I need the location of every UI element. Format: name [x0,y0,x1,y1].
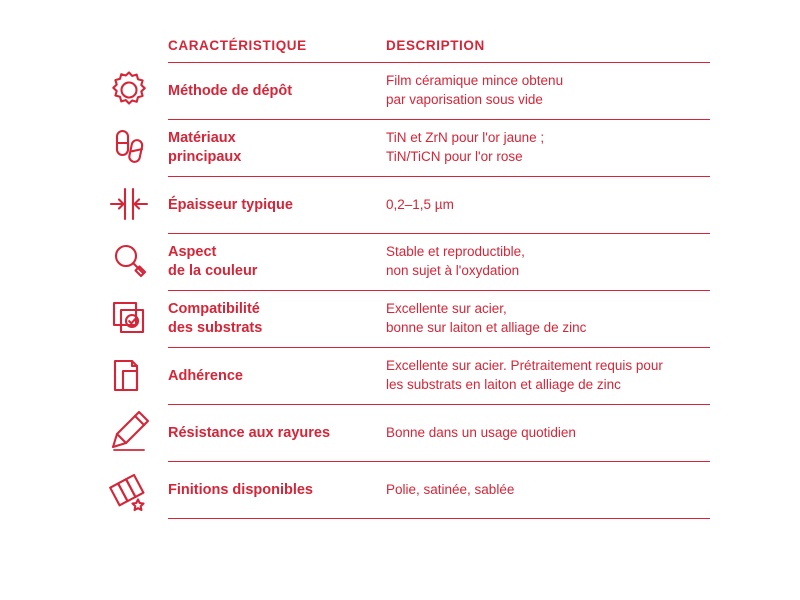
row-description [386,291,710,348]
feature-line-2: principaux [168,149,242,165]
feature-line-1: Matériaux [168,130,236,147]
row-feature [168,120,386,177]
table-row [90,177,710,234]
table-row [90,462,710,519]
table-row [90,348,710,405]
row-feature [168,405,386,462]
row-icon-cell [90,462,168,519]
table-row [90,63,710,120]
header-feature: CARACTÉRISTIQUE [168,38,386,63]
desc-line-1: Stable et reproductible, [386,244,525,260]
header-icon-spacer [90,38,168,63]
desc-line-1: TiN et ZrN pour l'or jaune ; [386,130,545,146]
row-icon-cell [90,234,168,291]
desc-line-1: 0,2–1,5 µm [386,196,454,212]
desc-line-1: Polie, satinée, sablée [386,481,515,497]
desc-line-1: Excellente sur acier. Prétraitement requis pour [386,358,663,374]
row-icon-cell [90,291,168,348]
finish-samples-icon [100,463,158,515]
row-description [386,234,710,291]
header-row [90,38,710,63]
feature-line-1: Méthode de dépôt [168,82,293,99]
feature-line-1: Épaisseur typique [168,196,293,213]
row-icon-cell [90,405,168,462]
row-icon-cell [90,63,168,120]
layers-check-icon [100,292,158,344]
feature-line-2: des substrats [168,320,263,336]
row-description [386,405,710,462]
gear-icon [100,64,158,116]
table-row [90,234,710,291]
adhesion-sheets-icon [100,349,158,401]
row-description [386,177,710,234]
spec-table-wrapper [90,38,710,519]
row-feature [168,348,386,405]
capsules-icon [100,121,158,173]
header-description: DESCRIPTION [386,38,710,63]
feature-line-1: Aspect [168,244,217,261]
row-feature [168,63,386,120]
table-header [90,38,710,63]
desc-line-2: bonne sur laiton et alliage de zinc [386,320,587,335]
row-description [386,120,710,177]
row-icon-cell [90,120,168,177]
table-row [90,405,710,462]
row-description [386,63,710,120]
feature-line-1: Compatibilité [168,301,260,318]
row-description [386,462,710,519]
desc-line-2: les substrats en laiton et alliage de zinc [386,377,621,392]
feature-line-1: Adhérence [168,367,243,384]
desc-line-1: Film céramique mince obtenu [386,73,564,89]
spec-table [90,38,710,519]
feature-line-1: Résistance aux rayures [168,424,331,441]
row-feature [168,462,386,519]
row-description [386,348,710,405]
row-icon-cell [90,177,168,234]
row-icon-cell [90,348,168,405]
feature-line-2: de la couleur [168,263,258,279]
table-row [90,291,710,348]
desc-line-2: non sujet à l'oxydation [386,263,520,278]
row-feature [168,291,386,348]
row-feature [168,177,386,234]
desc-line-2: TiN/TiCN pour l'or rose [386,149,523,164]
table-body [90,63,710,519]
magnifier-icon [100,235,158,287]
desc-line-1: Excellente sur acier, [386,301,507,317]
row-feature [168,234,386,291]
thickness-arrows-icon [100,178,158,230]
scratch-pen-icon [100,406,158,458]
desc-line-1: Bonne dans un usage quotidien [386,424,576,440]
feature-line-1: Finitions disponibles [168,481,313,498]
desc-line-2: par vaporisation sous vide [386,92,543,107]
table-row [90,120,710,177]
